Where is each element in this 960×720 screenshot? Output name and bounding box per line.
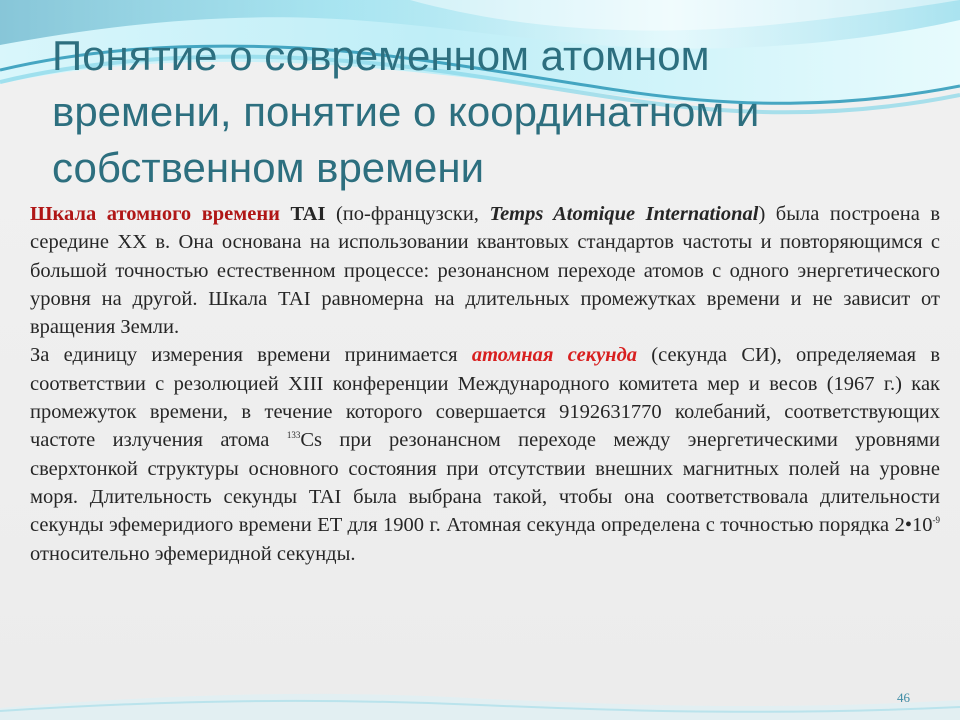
paragraph-atomic-second xyxy=(30,341,940,567)
paragraph-2-part-2: при резонансном переходе между энергетическими уровнями сверхтонкой структуры основного состояния при отсутствии внешних магнитных полей на уровне моря. Длительность секунды TAI была выбрана такой, чтобы она соответствовала длительности секунды эфемеридиого времени ET для 1900 г. Атомная секунда определена с точностью порядка 2•10 xyxy=(30,429,940,537)
slide-title-line-1: Понятие о современном атомном xyxy=(52,32,710,79)
slide-title-line-3: собственном времени xyxy=(52,144,485,191)
page-number: 46 xyxy=(897,690,910,705)
paragraph-1-rest: ) была построена в середине XX в. Она основана на использовании квантовых стандартов частоты и повторяющимся с большой точностью естественном процессе: резонансном переходе атомов с одного энергетического уровня на другой. Шкала TAI равномерна на длительных промежутках времени и не зависит от вращения Земли. xyxy=(30,203,941,339)
paragraph-2-intro: За единицу измерения времени принимается xyxy=(30,344,472,367)
slide-body-text xyxy=(30,200,940,568)
term-atomic-time-scale: Шкала атомного времени xyxy=(30,203,280,225)
term-atomic-second: атомная секунда xyxy=(471,344,637,367)
term-tai: TAI xyxy=(290,203,326,225)
bottom-wave-decoration xyxy=(0,650,960,720)
precision-exponent: -9 xyxy=(932,515,940,526)
paragraph-2-part-1: (секунда СИ), определяемая в соответствии с резолюцией XIII конференции Международного комитета мер и весов (1967 г.) как промежуток времени, в течение которого совершается 9192631770 колебаний, соответствующих частоте излучения атома xyxy=(30,344,940,452)
paragraph-2-part-3: относительно эфемеридной секунды. xyxy=(30,542,356,565)
french-name: Temps Atomique International xyxy=(489,203,759,225)
slide-title xyxy=(52,28,912,196)
french-intro: (по-французски, xyxy=(325,203,490,225)
isotope-mass-superscript: 133 xyxy=(286,430,301,441)
paragraph-atomic-time-scale xyxy=(30,200,940,341)
chemical-element: Cs xyxy=(300,429,322,452)
slide-title-line-2: времени, понятие о координатном и xyxy=(52,88,760,135)
